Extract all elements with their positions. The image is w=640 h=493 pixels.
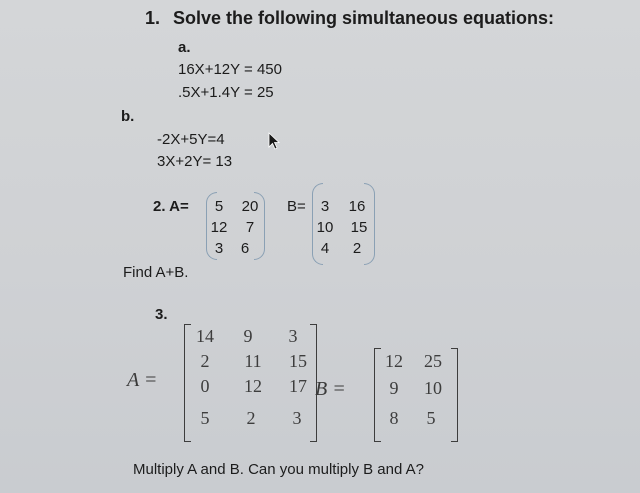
- matrix-a-cell: 2: [200, 351, 210, 371]
- mouse-pointer-icon: [268, 132, 280, 150]
- matrix-a-cell: 6: [240, 240, 250, 257]
- part-a-equation-1: 16X+12Y = 450: [178, 61, 282, 78]
- problem-3-b-label: B =: [315, 378, 346, 400]
- matrix-b-cell: 10: [424, 378, 442, 398]
- matrix-b-cell: 15: [350, 219, 368, 236]
- matrix-b-cell: 2: [352, 240, 362, 257]
- matrix-a-cell: 5: [200, 408, 210, 428]
- problem-3-question: Multiply A and B. Can you multiply B and A?: [133, 461, 424, 478]
- problem-1-title: [145, 8, 554, 29]
- part-b-equation-1: -2X+5Y=4: [157, 131, 225, 148]
- matrix-a-cell: 3: [288, 326, 298, 346]
- matrix-b-cell: 8: [389, 408, 399, 428]
- part-b-label: b.: [121, 108, 135, 125]
- matrix-a-cell: 3: [292, 408, 302, 428]
- part-b-equation-2: 3X+2Y= 13: [157, 153, 233, 170]
- matrix-b-cell: 9: [389, 378, 399, 398]
- part-a-equation-2: .5X+1.4Y = 25: [178, 84, 274, 101]
- problem-1-text: Solve the following simultaneous equations:: [173, 8, 555, 28]
- matrix-b-cell: 4: [320, 240, 330, 257]
- matrix-b-cell: 12: [385, 351, 403, 371]
- matrix-a-cell: 0: [200, 376, 210, 396]
- problem-1-number: 1.: [145, 8, 161, 28]
- problem-3-a-label: A =: [127, 369, 158, 391]
- matrix-b-right-bracket: [451, 348, 458, 442]
- matrix-a-cell: 14: [196, 326, 214, 346]
- problem-3-number: 3.: [155, 306, 168, 323]
- problem-2-a-label: 2. A=: [153, 198, 189, 215]
- matrix-a-cell: 9: [243, 326, 253, 346]
- matrix-a-cell: 20: [241, 198, 259, 215]
- matrix-a-cell: 15: [289, 351, 307, 371]
- matrix-b-cell: 3: [320, 198, 330, 215]
- matrix-a-cell: 12: [244, 376, 262, 396]
- problem-2-question: Find A+B.: [123, 264, 189, 281]
- matrix-a-cell: 11: [244, 351, 262, 371]
- matrix-b-cell: 16: [348, 198, 366, 215]
- problem-2-b-label: B=: [287, 198, 306, 215]
- matrix-b-cell: 25: [424, 351, 442, 371]
- matrix-a-cell: 3: [214, 240, 224, 257]
- part-a-label: a.: [178, 39, 191, 56]
- matrix-a-cell: 5: [214, 198, 224, 215]
- matrix-a-cell: 2: [246, 408, 256, 428]
- matrix-a-cell: 7: [245, 219, 255, 236]
- matrix-b-cell: 10: [316, 219, 334, 236]
- matrix-b-cell: 5: [426, 408, 436, 428]
- matrix-a-cell: 12: [210, 219, 228, 236]
- matrix-a-cell: 17: [289, 376, 307, 396]
